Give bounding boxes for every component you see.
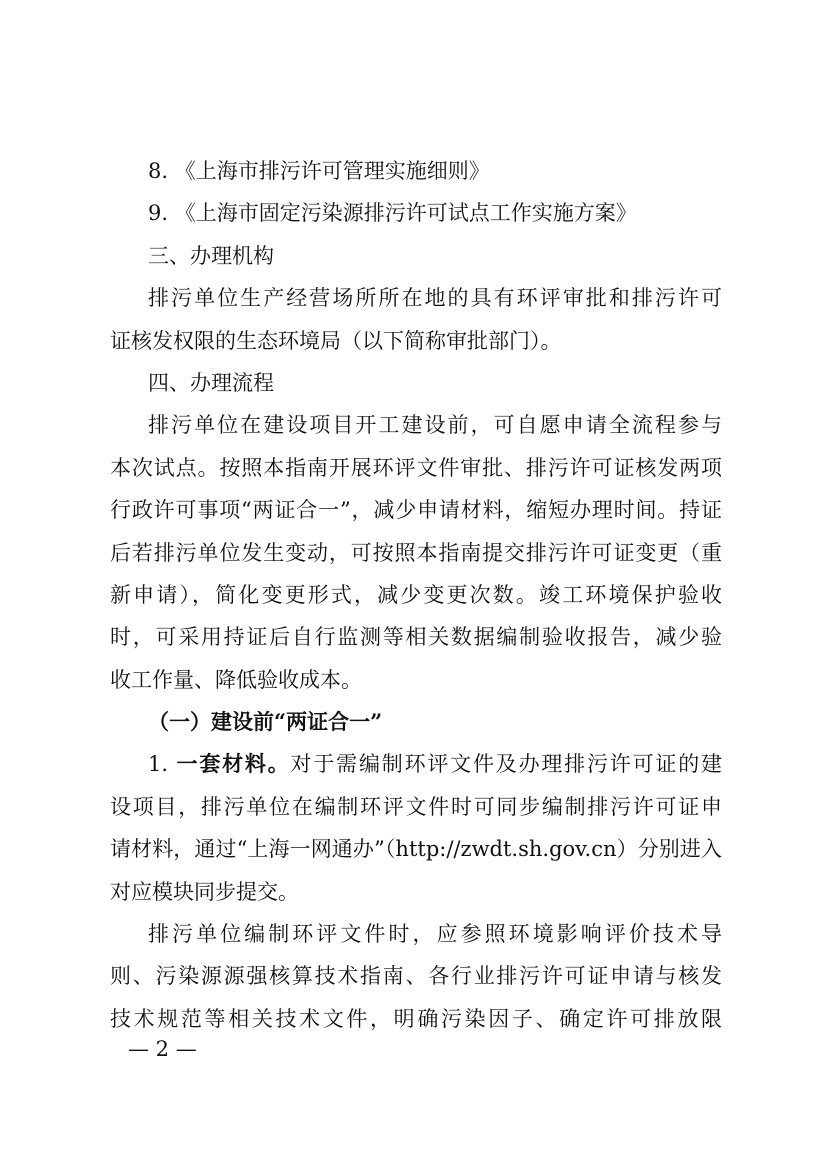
list-item-8: 8. 《上海市排污许可管理实施细则》 <box>148 159 490 183</box>
section-3-paragraph-line: 排污单位生产经营场所所在地的具有环评审批和排污许可 <box>148 286 722 311</box>
section-4-paragraph-line: 排污单位在建设项目开工建设前，可自愿申请全流程参与 <box>148 413 722 438</box>
section-4-heading: 四、办理流程 <box>148 370 274 395</box>
section-4-paragraph-line: 本次试点。按照本指南开展环评文件审批、排污许可证核发两项 <box>110 455 722 480</box>
point-1-line: 设项目，排污单位在编制环评文件时可同步编制排污许可证申 <box>110 794 722 819</box>
point-1-line: 对应模块同步提交。 <box>110 879 299 904</box>
list-item-9: 9. 《上海市固定污染源排污许可试点工作实施方案》 <box>148 201 637 226</box>
last-paragraph-line: 排污单位编制环评文件时，应参照环境影响评价技术导 <box>148 922 722 947</box>
point-1-first-line <box>110 743 722 785</box>
last-paragraph-line: 则、污染源源强核算技术指南、各行业排污许可证申请与核发 <box>110 964 722 989</box>
section-3-heading: 三、办理机构 <box>148 243 274 268</box>
section-4-paragraph-line: 收工作量、降低验收成本。 <box>110 667 362 692</box>
point-1-number: 1. <box>148 752 177 777</box>
point-1-first-line-rest: 对于需编制环评文件及办理排污许可证的建 <box>290 752 722 777</box>
last-paragraph-line: 技术规范等相关技术文件，明确污染因子、确定许可排放限 <box>110 1006 722 1031</box>
section-4-paragraph-line: 后若排污单位发生变动，可按照本指南提交排污许可证变更（重 <box>110 540 722 565</box>
section-4-paragraph-line: 时，可采用持证后自行监测等相关数据编制验收报告，减少验 <box>110 625 722 650</box>
section-4-paragraph-line: 新申请），简化变更形式，减少变更次数。竣工环境保护验收 <box>110 582 722 607</box>
point-1-line: 请材料，通过“上海一网通办”（http://zwdt.sh.gov.cn）分别进入 <box>110 837 722 862</box>
point-1-bold-lead: 一套材料。 <box>176 751 291 777</box>
document-body <box>110 150 722 1040</box>
page-number: — 2 — <box>128 1037 197 1061</box>
section-4-paragraph-line: 行政许可事项“两证合一”，减少申请材料，缩短办理时间。持证 <box>110 498 722 523</box>
section-3-paragraph-line: 证核发权限的生态环境局（以下简称审批部门）。 <box>110 328 562 353</box>
subsection-1-heading: （一）建设前“两证合一” <box>148 709 383 735</box>
